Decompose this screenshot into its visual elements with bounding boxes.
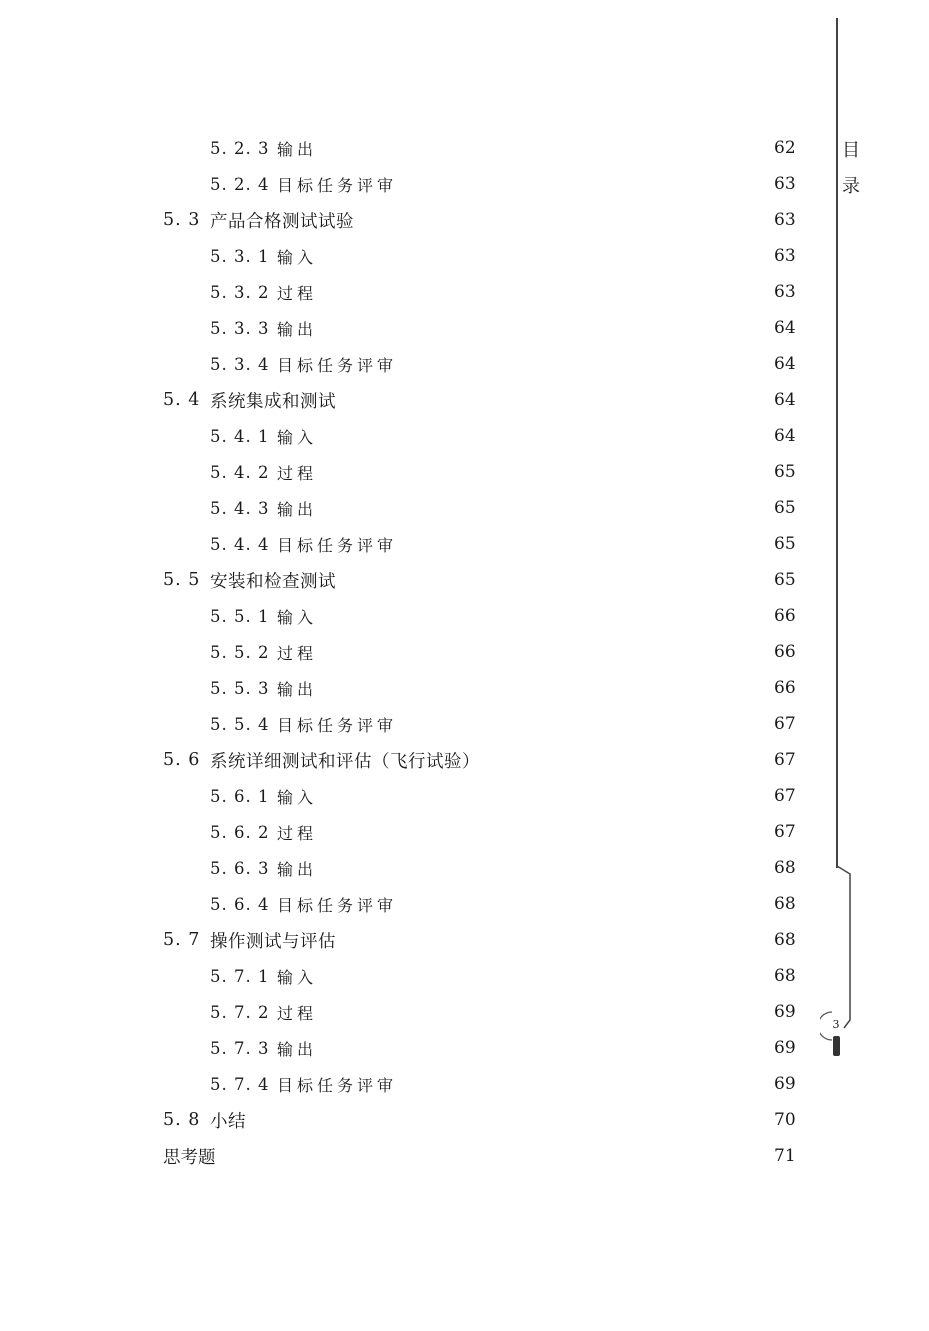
toc-entry-title: 目标任务评审 (277, 1075, 398, 1095)
toc-entry-title: 输入 (277, 607, 318, 627)
toc-leader-dots (401, 719, 766, 729)
toc-entry-title: 目标任务评审 (277, 175, 398, 195)
toc-entry-page: 71 (774, 1146, 796, 1166)
toc-leader-dots (321, 503, 766, 513)
side-rule (836, 18, 838, 868)
toc-entry-number: 5. 4. 2 (210, 462, 270, 482)
toc-entry-page: 64 (774, 390, 796, 410)
toc-entry-title: 产品合格测试试验 (210, 211, 354, 232)
toc-entry-number: 5. 6. 4 (210, 894, 270, 914)
toc-entry-number: 5. 7. 2 (210, 1002, 270, 1022)
toc-entry-title: 目标任务评审 (277, 715, 398, 735)
toc-entry-number: 5. 3. 2 (210, 282, 270, 302)
toc-entry[interactable] (163, 202, 798, 238)
toc-entry[interactable] (163, 1102, 798, 1138)
toc-entry-title: 输入 (277, 247, 318, 267)
toc-entry-number: 5. 6. 2 (210, 822, 270, 842)
toc-entry-number: 5. 3 (163, 210, 201, 230)
toc-leader-dots (321, 467, 766, 477)
toc-leader-dots (401, 1079, 766, 1089)
toc-entry-number: 5. 2. 4 (210, 174, 270, 194)
toc-entry[interactable] (210, 418, 798, 454)
side-title (842, 133, 862, 205)
toc-leader-dots (321, 1007, 766, 1017)
toc-leader-dots (321, 251, 766, 261)
toc-entry-title: 输入 (277, 967, 318, 987)
toc-leader-dots (348, 395, 766, 405)
toc-entry-title: 系统集成和测试 (210, 391, 336, 412)
toc-entry[interactable] (163, 922, 798, 958)
toc-leader-dots (321, 143, 766, 153)
toc-entry-page: 65 (774, 498, 796, 518)
toc-entry[interactable] (210, 850, 798, 886)
toc-entry[interactable] (210, 814, 798, 850)
toc-entry-page: 63 (774, 174, 796, 194)
toc-entry-title: 输出 (277, 679, 318, 699)
toc-entry[interactable] (210, 706, 798, 742)
toc-entry[interactable] (210, 166, 798, 202)
toc-entry-title: 输出 (277, 859, 318, 879)
toc-entry-page: 65 (774, 534, 796, 554)
toc-leader-dots (401, 179, 766, 189)
toc-entry-page: 66 (774, 606, 796, 626)
toc-entry[interactable] (210, 958, 798, 994)
side-title-char: 录 (842, 176, 860, 197)
toc-leader-dots (321, 287, 766, 297)
toc-leader-dots (401, 359, 766, 369)
toc-entry-page: 64 (774, 354, 796, 374)
toc-entry-title: 小结 (210, 1111, 246, 1132)
toc-entry-page: 67 (774, 714, 796, 734)
toc-entry[interactable] (163, 382, 798, 418)
toc-entry-page: 69 (774, 1002, 796, 1022)
toc-entry-title: 输出 (277, 1039, 318, 1059)
toc-leader-dots (401, 899, 766, 909)
toc-entry-title: 系统详细测试和评估（飞行试验） (210, 751, 480, 772)
toc-entry-page: 64 (774, 318, 796, 338)
toc-entry[interactable] (210, 454, 798, 490)
toc-entry-page: 66 (774, 678, 796, 698)
toc-entry-page: 63 (774, 246, 796, 266)
toc-entry-page: 68 (774, 894, 796, 914)
toc-entry-number: 5. 5. 3 (210, 678, 270, 698)
toc-entry-page: 64 (774, 426, 796, 446)
toc-entry-number: 5. 2. 3 (210, 138, 270, 158)
toc-leader-dots (321, 827, 766, 837)
toc-leader-dots (321, 431, 766, 441)
toc-entry-title: 过程 (277, 463, 318, 483)
toc-entry-number: 5. 7. 3 (210, 1038, 270, 1058)
toc-entry[interactable] (210, 670, 798, 706)
toc-entry-page: 63 (774, 282, 796, 302)
toc-entry[interactable] (210, 1066, 798, 1102)
toc-entry-number: 5. 4. 4 (210, 534, 270, 554)
toc-leader-dots (321, 323, 766, 333)
toc-entry-number: 5. 4. 1 (210, 426, 270, 446)
toc-entry-title: 安装和检查测试 (210, 571, 336, 592)
toc-entry-page: 69 (774, 1074, 796, 1094)
toc-entry-title: 输入 (277, 787, 318, 807)
toc-entry-number: 5. 5. 2 (210, 642, 270, 662)
page-number-marker (833, 1036, 840, 1056)
toc-leader-dots (321, 1043, 766, 1053)
toc-leader-dots (321, 647, 766, 657)
toc-entry[interactable] (210, 274, 798, 310)
toc-entry-number: 5. 6 (163, 750, 201, 770)
toc-entry-number: 5. 4 (163, 390, 201, 410)
toc-entry-number: 5. 7. 1 (210, 966, 270, 986)
toc-entry-title: 输入 (277, 427, 318, 447)
toc-entry-title: 输出 (277, 499, 318, 519)
toc-leader-dots (321, 791, 766, 801)
toc-entry-number: 5. 4. 3 (210, 498, 270, 518)
toc-leader-dots (321, 863, 766, 873)
toc-entry-title: 目标任务评审 (277, 355, 398, 375)
toc-entry[interactable] (210, 598, 798, 634)
toc-entry-number: 5. 5. 1 (210, 606, 270, 626)
toc-entry-number: 5. 7. 4 (210, 1074, 270, 1094)
toc-entry-page: 70 (774, 1110, 796, 1130)
toc-entry[interactable] (210, 490, 798, 526)
toc-entry-number: 5. 7 (163, 930, 201, 950)
toc-entry-page: 68 (774, 930, 796, 950)
toc-leader-dots (348, 935, 766, 945)
toc-leader-dots (321, 611, 766, 621)
toc-leader-dots (401, 539, 766, 549)
toc-leader-dots (321, 683, 766, 693)
toc-entry-page: 62 (774, 138, 796, 158)
toc-entry[interactable] (210, 238, 798, 274)
toc-entry-number: 5. 6. 3 (210, 858, 270, 878)
toc-entry-number: 5. 5. 4 (210, 714, 270, 734)
toc-entry-title: 目标任务评审 (277, 535, 398, 555)
toc-entry[interactable] (210, 526, 798, 562)
toc-entry-title: 过程 (277, 1003, 318, 1023)
toc-entry[interactable] (210, 130, 798, 166)
toc-leader-dots (348, 575, 766, 585)
toc-entry-title: 过程 (277, 643, 318, 663)
toc-entry-page: 66 (774, 642, 796, 662)
toc-entry-page: 68 (774, 966, 796, 986)
toc-entry-number: 5. 8 (163, 1110, 201, 1130)
toc-leader-dots (321, 971, 766, 981)
toc-entry-number: 5. 6. 1 (210, 786, 270, 806)
side-title-char: 目 (842, 140, 860, 161)
toc-entry-number: 5. 3. 4 (210, 354, 270, 374)
toc-leader-dots (366, 215, 766, 225)
toc-entry-title: 输出 (277, 139, 318, 159)
toc-entry[interactable] (210, 346, 798, 382)
toc-leader-dots (220, 1151, 767, 1161)
toc-entry[interactable] (210, 886, 798, 922)
toc-entry-title: 过程 (277, 823, 318, 843)
toc-entry-title: 操作测试与评估 (210, 931, 336, 952)
toc-entry[interactable] (210, 1030, 798, 1066)
toc-entry-title: 目标任务评审 (277, 895, 398, 915)
toc-entry-number: 5. 3. 1 (210, 246, 270, 266)
toc-entry-title: 输出 (277, 319, 318, 339)
toc-entry-page: 68 (774, 858, 796, 878)
toc-leader-dots (258, 1115, 766, 1125)
toc-entry[interactable] (210, 310, 798, 346)
toc-entry-number: 5. 3. 3 (210, 318, 270, 338)
toc-entry-title: 思考题 (163, 1147, 216, 1168)
toc-entry-page: 67 (774, 822, 796, 842)
toc-entry[interactable] (210, 994, 798, 1030)
toc-entry-page: 69 (774, 1038, 796, 1058)
toc-entry[interactable] (163, 1138, 798, 1174)
toc-entry-page: 67 (774, 786, 796, 806)
toc-entry-title: 过程 (277, 283, 318, 303)
toc-entry-page: 65 (774, 570, 796, 590)
toc-entry-page: 65 (774, 462, 796, 482)
toc-entry[interactable] (210, 634, 798, 670)
page-number: 3 (832, 1018, 840, 1031)
toc-entry[interactable] (210, 778, 798, 814)
toc-entry-page: 67 (774, 750, 796, 770)
toc-entry-number: 5. 5 (163, 570, 201, 590)
toc-entry-page: 63 (774, 210, 796, 230)
toc-entry[interactable] (163, 742, 798, 778)
toc-leader-dots (492, 755, 766, 765)
toc-entry[interactable] (163, 562, 798, 598)
